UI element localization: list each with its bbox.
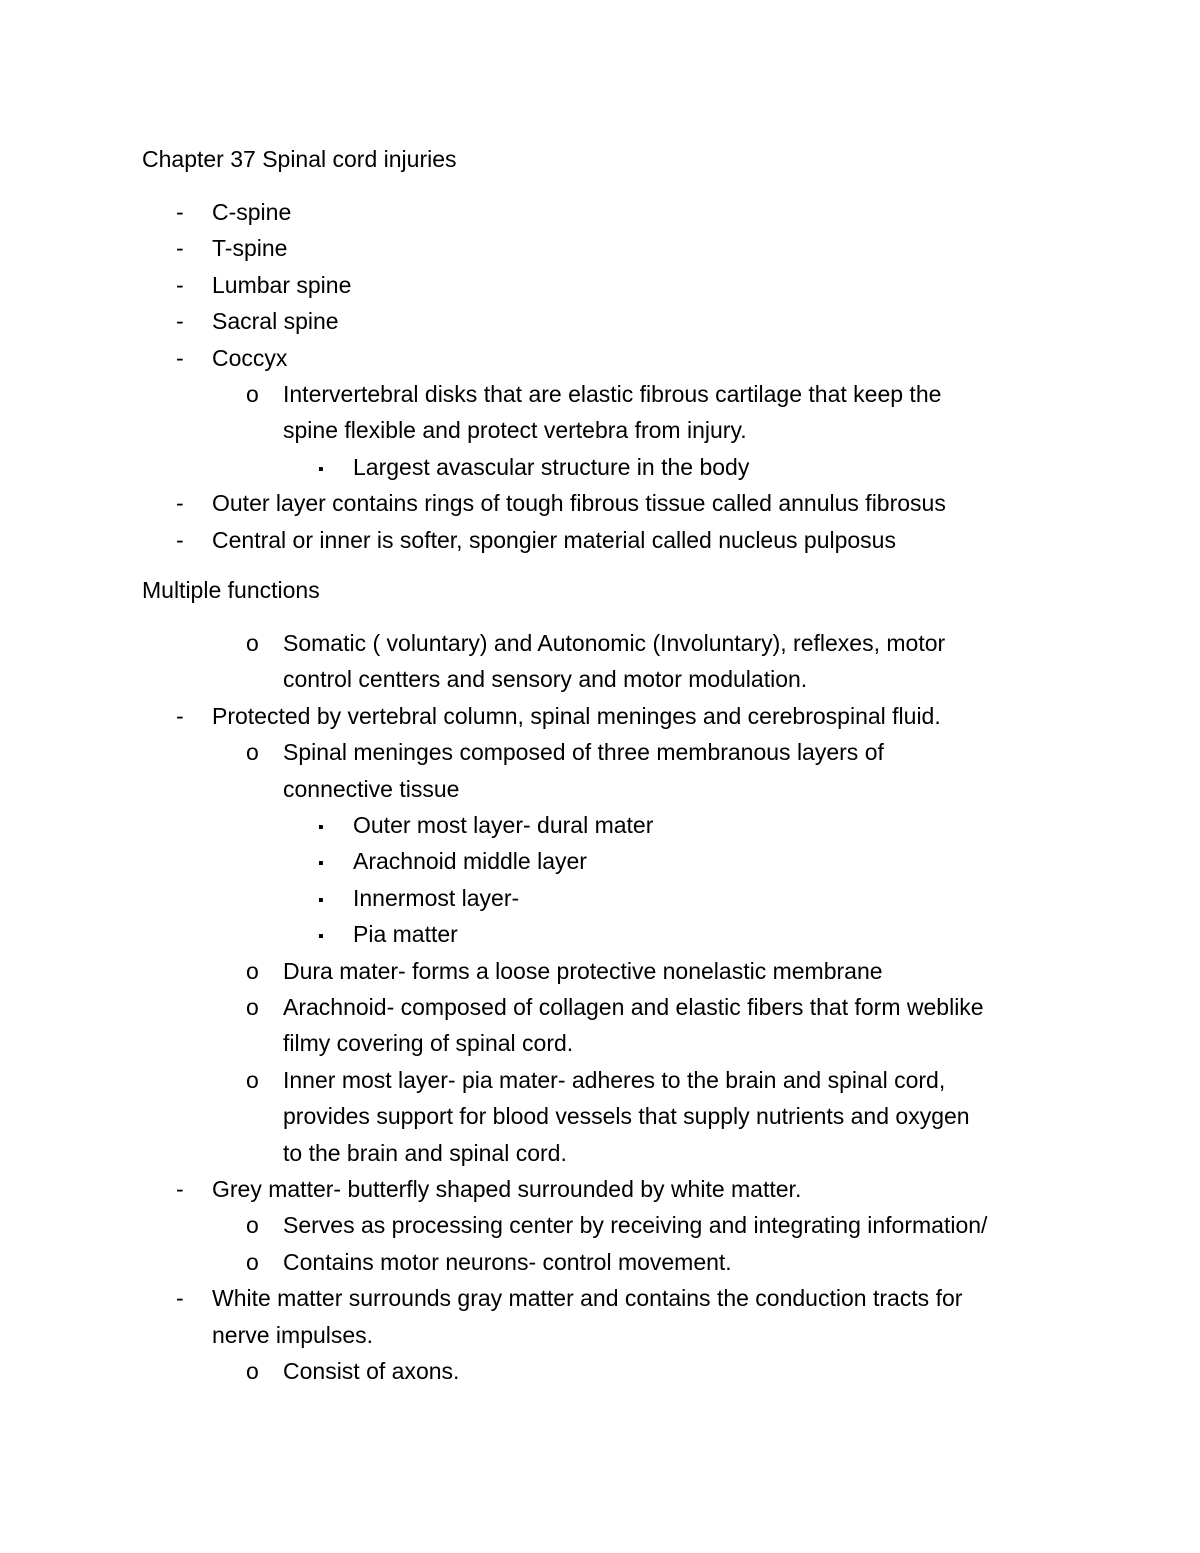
list-bullet-level-2: o — [246, 1248, 259, 1275]
list-bullet-level-3: ▪ — [318, 460, 324, 478]
list-bullet-level-1: - — [176, 199, 184, 225]
list-item-text: Largest avascular structure in the body — [353, 453, 750, 480]
list-bullet-level-1: - — [176, 1176, 184, 1202]
list-item-text: Sacral spine — [212, 308, 339, 335]
list-item-text: Intervertebral disks that are elastic fibrous cartilage that keep the — [283, 381, 942, 407]
list-item-text: to the brain and spinal cord. — [283, 1139, 567, 1166]
list-bullet-level-1: - — [176, 526, 184, 553]
list-item-text: Outer layer contains rings of tough fibrous tissue called annulus fibrosus — [212, 490, 946, 517]
list-bullet-level-2: o — [246, 994, 259, 1020]
list-item-text: Somatic ( voluntary) and Autonomic (Involuntary), reflexes, motor — [283, 630, 946, 656]
list-item-text: Arachnoid middle layer — [353, 848, 587, 875]
list-bullet-level-2: o — [246, 1358, 259, 1384]
list-item-text: nerve impulses. — [212, 1321, 374, 1348]
list-item-text: Spinal meninges composed of three membranous layers of — [283, 739, 884, 766]
list-item-text: Dura mater- forms a loose protective nonelastic membrane — [283, 957, 883, 984]
list-bullet-level-1: - — [176, 1285, 184, 1312]
list-item-text: control centters and sensory and motor modulation. — [283, 666, 808, 693]
list-item-text: Innermost layer- — [353, 884, 520, 911]
list-item-text: Arachnoid- composed of collagen and elastic fibers that form weblike — [283, 994, 984, 1020]
list-item-text: Coccyx — [212, 344, 288, 371]
list-bullet-level-2: o — [246, 957, 259, 984]
list-bullet-level-2: o — [246, 1066, 259, 1093]
page-title: Chapter 37 Spinal cord injuries — [142, 146, 457, 172]
list-item-text: filmy covering of spinal cord. — [283, 1030, 574, 1057]
list-item-text: C-spine — [212, 199, 292, 225]
list-item-text: Lumbar spine — [212, 271, 352, 298]
list-bullet-level-1: - — [176, 308, 184, 335]
section-heading-multiple-functions: Multiple functions — [142, 577, 320, 603]
list-item-text: Outer most layer- dural mater — [353, 812, 654, 838]
list-item-text: Protected by vertebral column, spinal meninges and cerebrospinal fluid. — [212, 702, 941, 729]
list-bullet-level-3: ▪ — [318, 855, 324, 873]
list-bullet-level-1: - — [176, 344, 184, 371]
list-item-text: connective tissue — [283, 775, 460, 802]
list-item-text: spine flexible and protect vertebra from injury. — [283, 417, 747, 444]
list-bullet-level-3: ▪ — [318, 819, 324, 836]
list-bullet-level-1: - — [176, 702, 184, 729]
list-item-text: Inner most layer- pia mater- adheres to the brain and spinal cord, — [283, 1066, 946, 1093]
list-item-text: Central or inner is softer, spongier material called nucleus pulposus — [212, 526, 896, 553]
list-item-text: provides support for blood vessels that supply nutrients and oxygen — [283, 1103, 970, 1130]
list-bullet-level-2: o — [246, 739, 259, 766]
list-bullet-level-2: o — [246, 381, 259, 407]
list-bullet-level-1: - — [176, 271, 184, 298]
list-item-text: Contains motor neurons- control movement. — [283, 1248, 732, 1275]
list-item-text: Serves as processing center by receiving and integrating information/ — [283, 1212, 988, 1239]
list-item-text: T-spine — [212, 235, 288, 262]
list-item-text: Pia matter — [353, 921, 458, 948]
list-bullet-level-1: - — [176, 490, 184, 517]
list-bullet-level-1: - — [176, 235, 184, 262]
list-item-text: White matter surrounds gray matter and contains the conduction tracts for — [212, 1285, 963, 1312]
list-item-text: Grey matter- butterfly shaped surrounded by white matter. — [212, 1176, 802, 1202]
list-bullet-level-2: o — [246, 1212, 259, 1239]
list-item-text: Consist of axons. — [283, 1358, 460, 1384]
list-bullet-level-3: ▪ — [318, 928, 324, 946]
list-bullet-level-3: ▪ — [318, 891, 324, 909]
list-bullet-level-2: o — [246, 630, 259, 656]
